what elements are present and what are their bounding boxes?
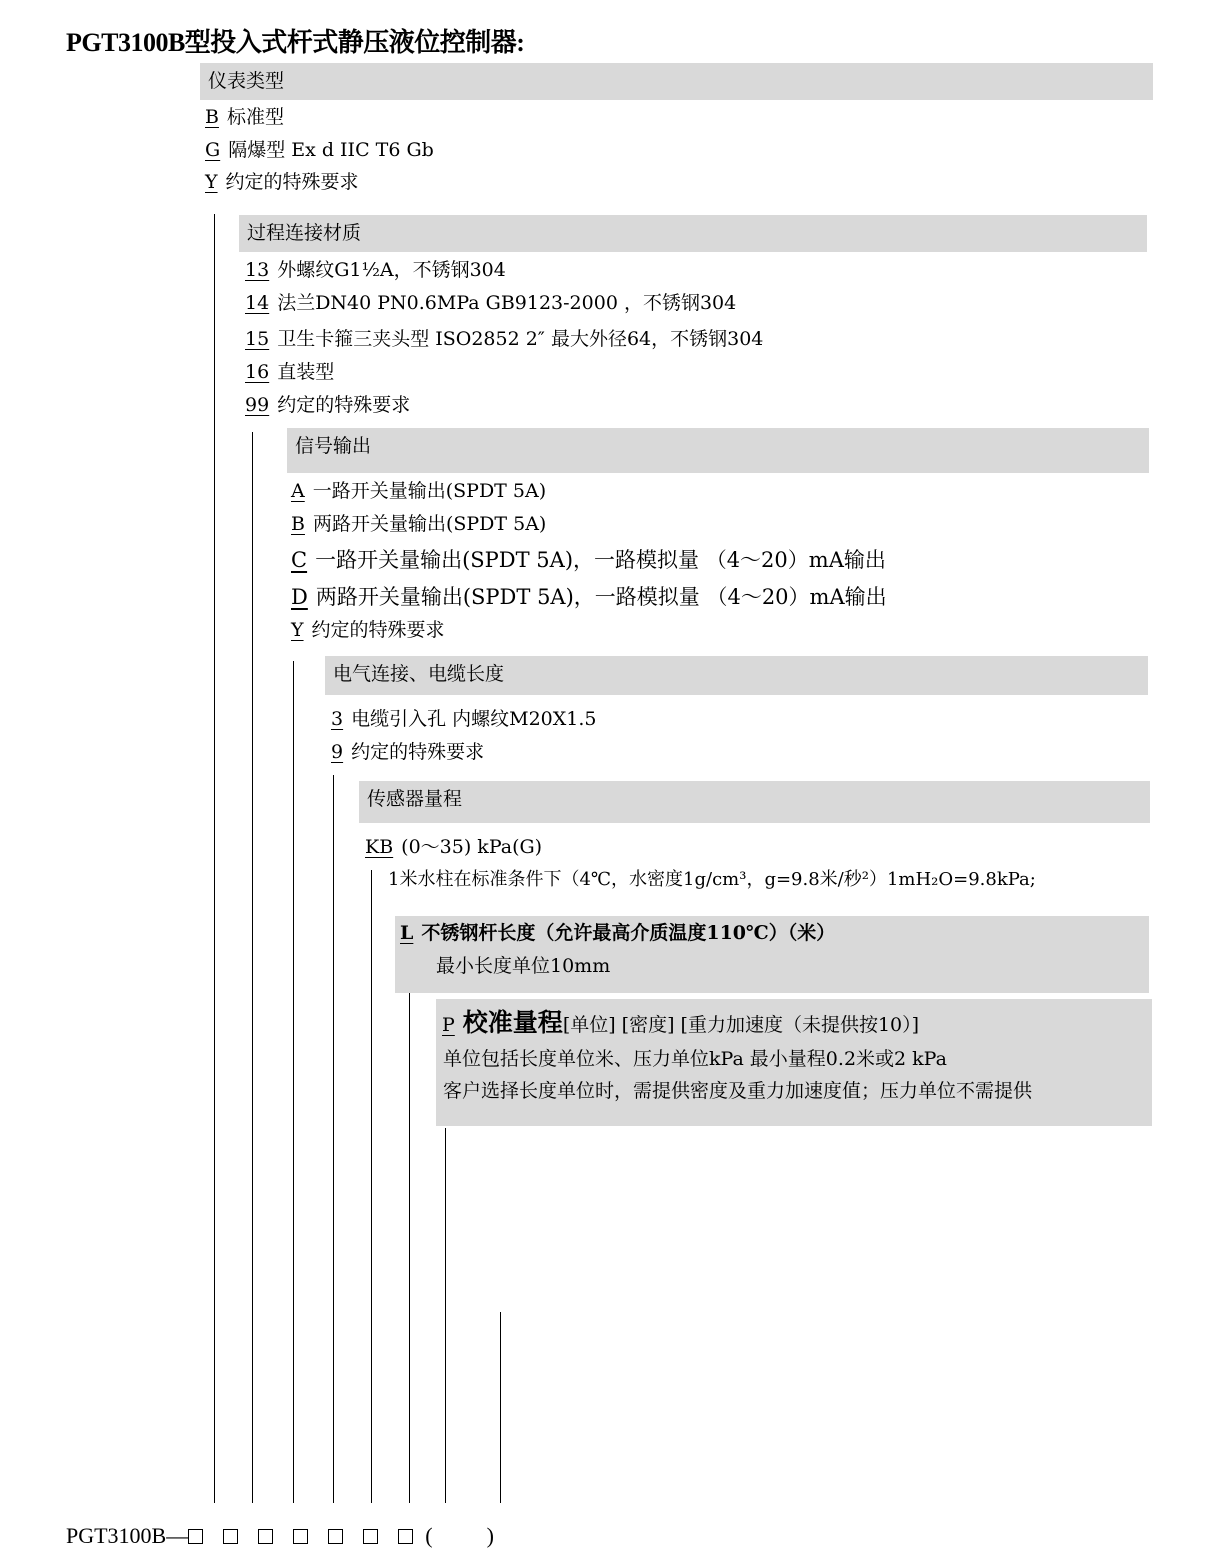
code-box-4 — [293, 1529, 308, 1544]
code-box-7 — [398, 1529, 413, 1544]
code-box-3 — [258, 1529, 273, 1544]
connector-line-3 — [293, 661, 294, 1503]
connector-line-6 — [409, 993, 410, 1503]
model-code-prefix: PGT3100B— — [66, 1523, 189, 1548]
option-signal-d: D 两路开关量输出(SPDT 5A)，一路模拟量 （4～20）mA输出 — [291, 585, 887, 609]
connector-line-1 — [214, 214, 215, 1503]
option-connection-16: 16 直装型 — [245, 361, 335, 383]
option-instrument-g: G 隔爆型 Ex d IIC T6 Gb — [205, 139, 434, 161]
connector-line-8 — [500, 1312, 501, 1503]
calibration-line-2: 客户选择长度单位时，需提供密度及重力加速度值；压力单位不需提供 — [443, 1080, 1033, 1102]
option-signal-c: C 一路开关量输出(SPDT 5A)，一路模拟量 （4～20）mA输出 — [291, 548, 886, 572]
connector-line-5 — [371, 870, 372, 1503]
option-signal-y: Y 约定的特殊要求 — [291, 619, 445, 641]
option-connection-99: 99 约定的特殊要求 — [245, 394, 411, 416]
section-header-signal-output: 信号输出 — [287, 428, 1149, 473]
connector-line-2 — [252, 432, 253, 1503]
model-code-close-paren: ) — [486, 1523, 494, 1548]
option-electrical-3: 3 电缆引入孔 内螺纹M20X1.5 — [331, 708, 597, 730]
section-header-electrical-connection: 电气连接、电缆长度 — [325, 656, 1148, 695]
option-connection-13: 13 外螺纹G1½A，不锈钢304 — [245, 259, 506, 281]
rod-length-title: L 不锈钢杆长度（允许最高介质温度110℃）（米） — [400, 922, 836, 944]
code-box-6 — [363, 1529, 378, 1544]
calibration-line-1: 单位包括长度单位米、压力单位kPa 最小量程0.2米或2 kPa — [443, 1048, 947, 1070]
section-header-instrument-type: 仪表类型 — [200, 63, 1153, 100]
code-box-5 — [328, 1529, 343, 1544]
code-box-1 — [188, 1529, 203, 1544]
option-instrument-b: B 标准型 — [205, 106, 284, 128]
option-signal-a: A 一路开关量输出(SPDT 5A) — [291, 480, 547, 502]
option-instrument-y: Y 约定的特殊要求 — [205, 171, 359, 193]
model-code — [66, 1523, 494, 1549]
page-title: PGT3100B型投入式杆式静压液位控制器: — [66, 28, 525, 57]
option-range-kb: KB (0～35) kPa(G) — [365, 836, 543, 858]
option-connection-15: 15 卫生卡箍三夹头型 ISO2852 2″ 最大外径64，不锈钢304 — [245, 328, 764, 350]
option-electrical-9: 9 约定的特殊要求 — [331, 741, 485, 763]
code-box-2 — [223, 1529, 238, 1544]
section-header-sensor-range: 传感器量程 — [359, 781, 1150, 823]
rod-length-note: 最小长度单位10mm — [436, 955, 611, 977]
connector-line-7 — [445, 1128, 446, 1503]
calibration-title: P 校准量程[单位] [密度] [重力加速度（未提供按10）] — [442, 1008, 920, 1037]
option-connection-14: 14 法兰DN40 PN0.6MPa GB9123-2000 ，不锈钢304 — [245, 292, 737, 314]
model-code-open-paren: ( — [425, 1523, 433, 1548]
range-note: 1米水柱在标准条件下（4℃，水密度1g/cm³，g=9.8米/秒²）1mH₂O=9.8kPa; — [388, 869, 1036, 890]
section-header-process-connection: 过程连接材质 — [239, 215, 1147, 252]
option-signal-b: B 两路开关量输出(SPDT 5A) — [291, 513, 547, 535]
connector-line-4 — [333, 775, 334, 1503]
